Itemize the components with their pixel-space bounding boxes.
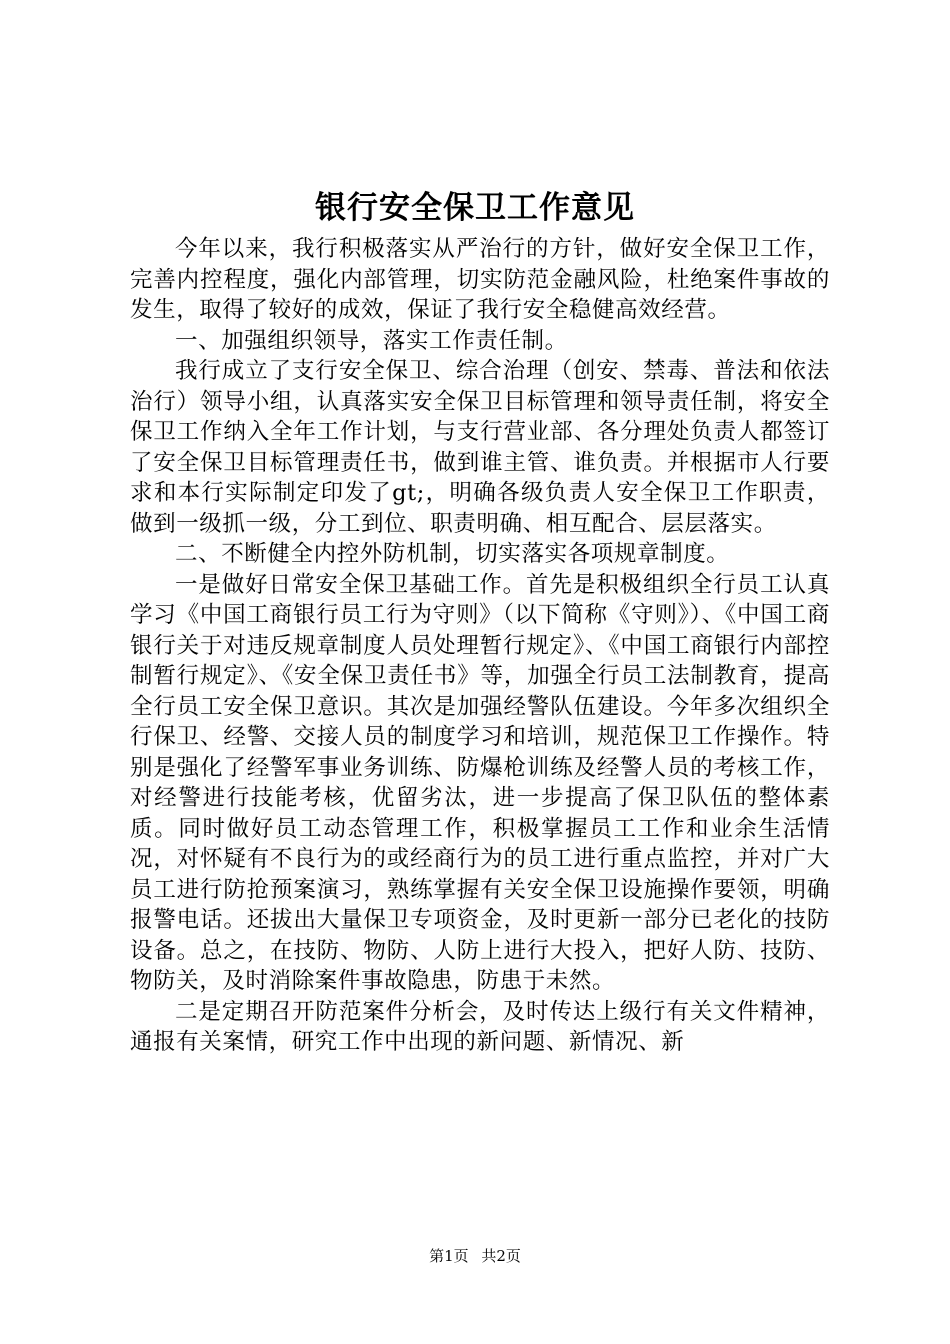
paragraph-section-1: 我行成立了支行安全保卫、综合治理（创安、禁毒、普法和依法治行）领导小组，认真落实安全保卫目标管理和领导责任制，将安全保卫工作纳入全年工作计划，与支行营业部、各分理处负责人都签订了安全保卫目标管理责任书，做到谁主管、谁负责。并根据市人行要求和本行实际制定印发了gt;，明确各级负责人安全保卫工作职责，做到一级抓一级，分工到位、职责明确、相互配合、层层落实。: [130, 358, 830, 537]
paragraph-item-2: 二是定期召开防范案件分析会，及时传达上级行有关文件精神，通报有关案情，研究工作中出现的新问题、新情况、新: [130, 998, 830, 1055]
section-heading-2: 二、不断健全内控外防机制，切实落实各项规章制度。: [175, 541, 730, 567]
section-heading-1: 一、加强组织领导，落实工作责任制。: [175, 327, 568, 354]
page-footer: 第1页 共2页: [429, 1247, 521, 1265]
document-body: [130, 234, 830, 1058]
paragraph-intro: 今年以来，我行积极落实从严治行的方针，做好安全保卫工作，完善内控程度，强化内部管理，切实防范金融风险，杜绝案件事故的发生，取得了较好的成效，保证了我行安全稳健高效经营。: [130, 236, 830, 323]
document-title: 银行安全保卫工作意见: [315, 190, 635, 226]
paragraph-item-1: 一是做好日常安全保卫基础工作。首先是积极组织全行员工认真学习《中国工商银行员工行为守则》（以下简称《守则》）、《中国工商银行关于对违反规章制度人员处理暂行规定》、《中国工商银行内部控制暂行规定》、《安全保卫责任书》等，加强全行员工法制教育，提高全行员工安全保卫意识。其次是加强经警队伍建设。今年多次组织全行保卫、经警、交接人员的制度学习和培训，规范保卫工作操作。特别是强化了经警军事业务训练、防爆枪训练及经警人员的考核工作，对经警进行技能考核，优留劣汰，进一步提高了保卫队伍的整体素质。同时做好员工动态管理工作，积极掌握员工工作和业余生活情况，对怀疑有不良行为的或经商行为的员工进行重点监控，并对广大员工进行防抢预案演习，熟练掌握有关安全保卫设施操作要领，明确报警电话。还拔出大量保卫专项资金，及时更新一部分已老化的技防设备。总之，在技防、物防、人防上进行大投入，把好人防、技防、物防关，及时消除案件事故隐患，防患于未然。: [130, 571, 830, 994]
